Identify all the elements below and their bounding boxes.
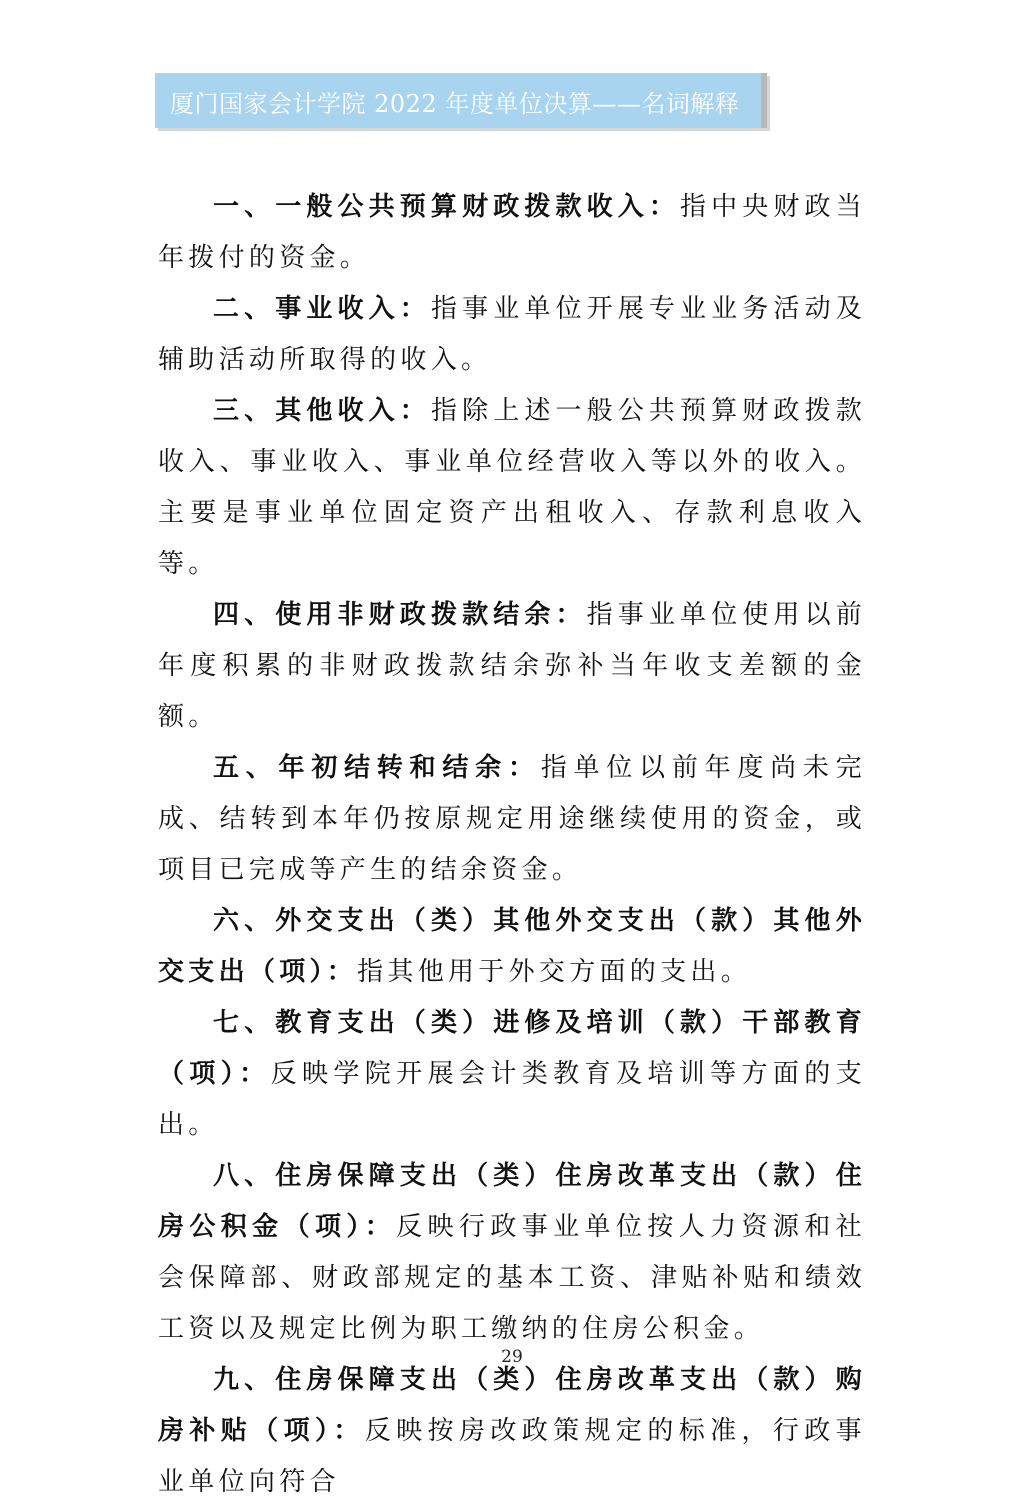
- glossary-definition: 反映学院开展会计类教育及培训等方面的支出。: [158, 1059, 867, 1140]
- glossary-item-3: [158, 386, 866, 590]
- glossary-term: 六、外交支出（类）其他外交支出（款）其他外交支出（项）：: [158, 906, 866, 987]
- glossary-body: [158, 182, 866, 1508]
- glossary-definition: 指事业单位开展专业业务活动及辅助活动所取得的收入。: [158, 294, 867, 375]
- glossary-definition: 指其他用于外交方面的支出。: [357, 957, 752, 987]
- glossary-term: 三、其他收入：: [213, 396, 431, 426]
- glossary-item-4: [158, 590, 866, 743]
- glossary-item-1: [158, 182, 866, 284]
- glossary-item-8: [158, 1151, 866, 1355]
- glossary-item-2: [158, 284, 866, 386]
- glossary-item-6: [158, 896, 866, 998]
- page-number: 29: [501, 1347, 523, 1367]
- glossary-term: 五、年初结转和结余：: [213, 753, 541, 783]
- document-title: 厦门国家会计学院 2022 年度单位决算——名词解释: [170, 90, 740, 118]
- glossary-term: 四、使用非财政拨款结余：: [213, 600, 587, 630]
- glossary-definition: 反映按房改政策规定的标准，行政事业单位向符合: [158, 1416, 866, 1497]
- glossary-item-7: [158, 998, 866, 1151]
- glossary-term: 一、一般公共预算财政拨款收入：: [213, 192, 681, 222]
- glossary-term: 九、住房保障支出（类）住房改革支出（款）购房补贴（项）：: [158, 1365, 866, 1446]
- glossary-definition: 反映行政事业单位按人力资源和社会保障部、财政部规定的基本工资、津贴补贴和绩效工资以及规定比例为职工缴纳的住房公积金。: [158, 1212, 866, 1344]
- glossary-definition: 指事业单位使用以前年度积累的非财政拨款结余弥补当年收支差额的金额。: [158, 600, 867, 732]
- glossary-term: 七、教育支出（类）进修及培训（款）干部教育（项）：: [158, 1008, 866, 1089]
- glossary-item-5: [158, 743, 866, 896]
- header-banner: [155, 73, 767, 128]
- glossary-definition: 指单位以前年度尚未完成、结转到本年仍按原规定用途继续使用的资金，或项目已完成等产生的结余资金。: [158, 753, 866, 885]
- glossary-definition: 指中央财政当年拨付的资金。: [158, 192, 866, 273]
- glossary-item-9: [158, 1355, 866, 1508]
- glossary-term: 二、事业收入：: [213, 294, 431, 324]
- glossary-term: 八、住房保障支出（类）住房改革支出（款）住房公积金（项）：: [158, 1161, 866, 1242]
- glossary-definition: 指除上述一般公共预算财政拨款收入、事业收入、事业单位经营收入等以外的收入。主要是事业单位固定资产出租收入、存款利息收入等。: [158, 396, 867, 579]
